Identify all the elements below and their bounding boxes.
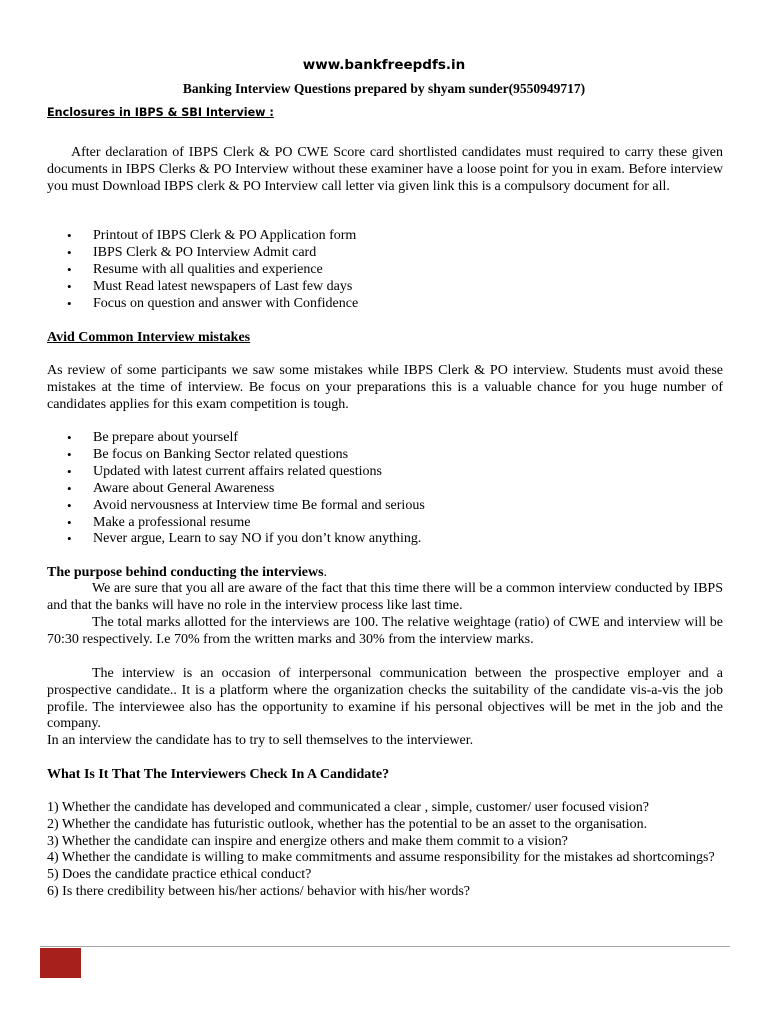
list-item: 5) Does the candidate practice ethical conduct? — [47, 867, 312, 883]
list-item: 4) Whether the candidate is willing to make commitments and assume responsibility for the mistakes ad shortcomings? — [47, 850, 715, 866]
footer-divider — [40, 946, 730, 947]
checks-list — [47, 800, 723, 901]
checks-heading: What Is It That The Interviewers Check In A Candidate? — [47, 767, 390, 782]
enclosures-heading: Enclosures in IBPS & SBI Interview : — [47, 106, 274, 119]
purpose-paragraph-1: We are sure that you all are aware of the fact that this time there will be a common interview conducted by IBPS and that the banks will have no role in the interview process like last time. — [47, 581, 723, 613]
enclosures-intro: After declaration of IBPS Clerk & PO CWE Score card shortlisted candidates must required to carry these given documents in IBPS Clerks & PO Interview without these examiner have a loose point for you in exam. Before interview you must Download IBPS clerk & PO Interview call letter via given link this is a compulsory document for all. — [47, 145, 723, 194]
list-item: • Resume with all qualities and experience — [47, 262, 358, 279]
mistakes-heading: Avid Common Interview mistakes — [47, 330, 251, 345]
list-item: • Printout of IBPS Clerk & PO Application form — [47, 228, 358, 245]
list-item: • Be focus on Banking Sector related questions — [47, 447, 425, 464]
purpose-paragraph-3: The interview is an occasion of interpersonal communication between the prospective employer and a prospective candidate.. It is a platform where the organization checks the suitability of the candidate vis-a-vis the job profile. The interviewee also has the opportunity to examine if his personal objectives will be met in the job and the company. — [47, 666, 723, 732]
list-item: 6) Is there credibility between his/her actions/ behavior with his/her words? — [47, 883, 470, 899]
document-subtitle: Banking Interview Questions prepared by shyam sunder(9550949717) — [182, 81, 586, 96]
list-item: • Aware about General Awareness — [47, 481, 425, 498]
site-url: www.bankfreepdfs.in — [302, 57, 466, 73]
mistakes-list — [47, 430, 425, 548]
list-item: • Focus on question and answer with Confidence — [47, 296, 358, 313]
list-item: 2) Whether the candidate has futuristic outlook, whether has the potential to be an asset to the organisation. — [47, 816, 648, 832]
enclosures-list — [47, 228, 358, 313]
purpose-heading — [47, 565, 723, 582]
mistakes-intro: As review of some participants we saw some mistakes while IBPS Clerk & PO interview. Students must avoid these mistakes at the time of interview. Be focus on your preparations this is a valuable chance for you huge number of candidates applies for this exam competition is tough. — [47, 363, 723, 412]
list-item: • Never argue, Learn to say NO if you don’t know anything. — [47, 531, 425, 548]
list-item: 1) Whether the candidate has developed and communicated a clear , simple, customer/ user focused vision? — [47, 800, 649, 815]
list-item: • Must Read latest newspapers of Last few days — [47, 279, 358, 296]
list-item: • IBPS Clerk & PO Interview Admit card — [47, 245, 358, 262]
list-item: 3) Whether the candidate can inspire and energize others and make them commit to a vision? — [47, 833, 568, 849]
list-item: • Updated with latest current affairs related questions — [47, 464, 425, 481]
list-item: • Make a professional resume — [47, 515, 425, 532]
purpose-paragraph-2: The total marks allotted for the interviews are 100. The relative weightage (ratio) of CWE and interview will be 70:30 respectively. I.e 70% from the written marks and 30% from the interview marks. — [47, 615, 723, 647]
footer-accent-block — [40, 948, 81, 978]
list-item: • Be prepare about yourself — [47, 430, 425, 447]
purpose-heading-suffix: . — [323, 565, 328, 580]
purpose-paragraph-4: In an interview the candidate has to try to sell themselves to the interviewer. — [47, 733, 474, 748]
purpose-heading-text: The purpose behind conducting the interviews — [47, 565, 324, 580]
list-item: • Avoid nervousness at Interview time Be formal and serious — [47, 498, 425, 515]
